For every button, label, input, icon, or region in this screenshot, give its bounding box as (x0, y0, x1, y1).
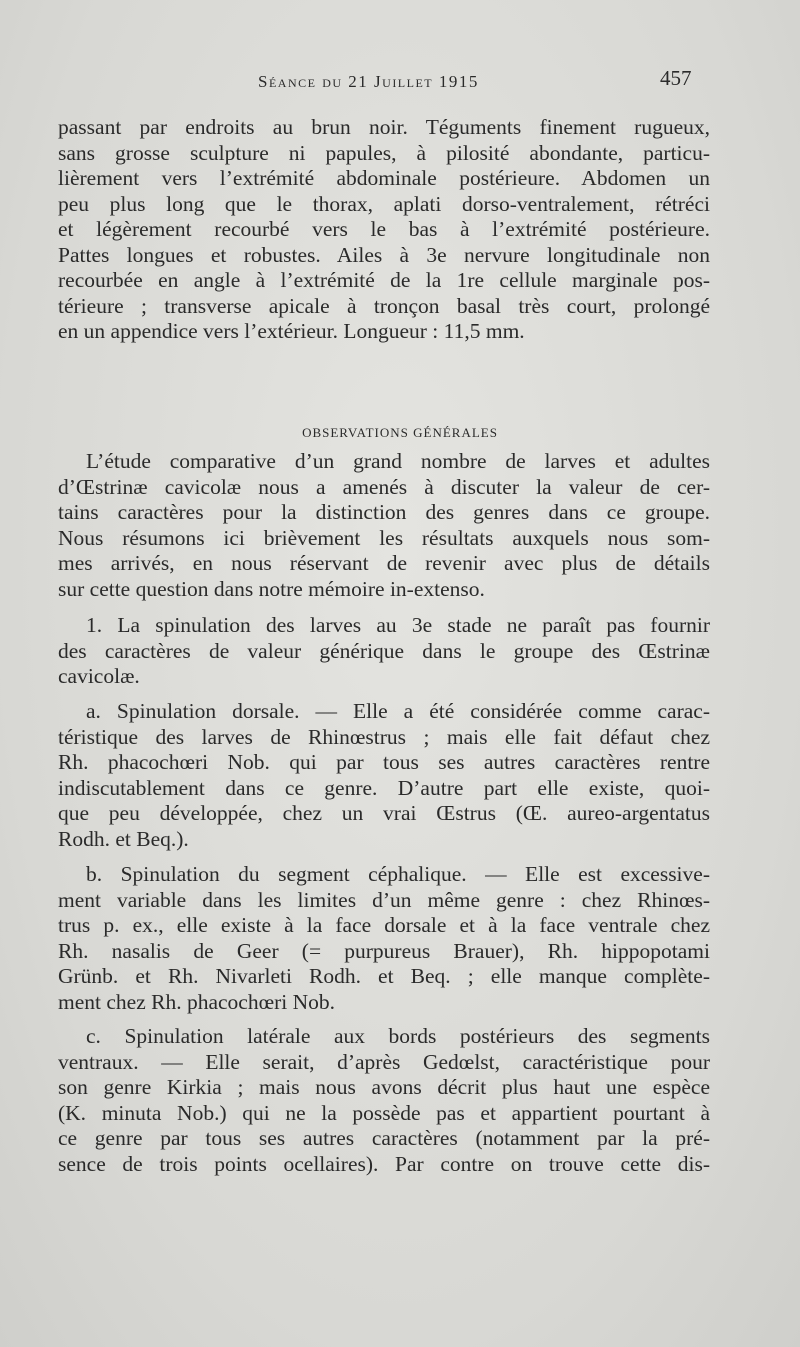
text-line: Nous résumons ici brièvement les résultats auxquels nous som- (58, 525, 710, 550)
text-line: d’Œstrinæ cavicolæ nous a amenés à discuter la valeur de cer- (58, 474, 710, 499)
text-line: Grünb. et Rh. Nivarleti Rodh. et Beq. ; elle manque complète- (58, 964, 710, 988)
text-line: cavicolæ. (58, 664, 140, 688)
text-line: a. Spinulation dorsale. — Elle a été considérée comme carac- (86, 699, 710, 723)
text-line: (K. minuta Nob.) qui ne la possède pas et appartient pourtant à (58, 1100, 710, 1125)
paragraph-b (58, 862, 710, 1015)
text-line: Rh. phacochœri Nob. qui par tous ses autres caractères rentre (58, 750, 710, 774)
text-line: et légèrement recourbé vers le bas à l’extrémité postérieure. (58, 217, 710, 241)
text-line: mes arrivés, en nous réservant de revenir avec plus de détails (58, 551, 710, 575)
text-line: sence de trois points ocellaires). Par contre on trouve cette dis- (58, 1151, 710, 1176)
text-line: ce genre par tous ses autres caractères (notamment par la pré- (58, 1126, 710, 1150)
text-line: trus p. ex., elle existe à la face dorsale et à la face ventrale chez (58, 913, 710, 937)
text-line: des caractères de valeur générique dans le groupe des Œstrinæ (58, 638, 710, 663)
text-line: ment variable dans les limites d’un même genre : chez Rhinœs- (58, 887, 710, 912)
text-line: tains caractères pour la distinction des genres dans ce groupe. (58, 500, 710, 524)
text-line: recourbée en angle à l’extrémité de la 1re cellule marginale pos- (58, 268, 710, 292)
text-line: lièrement vers l’extrémité abdominale postérieure. Abdomen un (58, 166, 710, 190)
text-line: b. Spinulation du segment céphalique. — Elle est excessive- (86, 862, 710, 886)
paragraph-c (58, 1024, 710, 1177)
text-line: téristique des larves de Rhinœstrus ; mais elle fait défaut chez (58, 724, 710, 749)
section-heading: OBSERVATIONS GÉNÉRALES (302, 425, 498, 440)
text-line: que peu développée, chez un vrai Œstrus (Œ. aureo-argentatus (58, 801, 710, 825)
text-line: 1. La spinulation des larves au 3e stade ne paraît pas fournir (86, 613, 710, 637)
running-head (0, 66, 800, 96)
text-line: ment chez Rh. phacochœri Nob. (58, 989, 336, 1014)
text-line: ventraux. — Elle serait, d’après Gedœlst, caractéristique pour (58, 1049, 710, 1074)
text-line: L’étude comparative d’un grand nombre de larves et adultes (86, 449, 710, 473)
paragraph-description-end (58, 115, 710, 345)
text-line: peu plus long que le thorax, aplati dorso-ventralement, rétréci (58, 191, 710, 216)
text-line: passant par endroits au brun noir. Téguments finement rugueux, (58, 115, 710, 139)
text-line: sans grosse sculpture ni papules, à pilosité abondante, particu- (58, 140, 710, 165)
paragraph-a (58, 699, 710, 852)
paragraph-1 (58, 613, 710, 690)
text-line: Pattes longues et robustes. Ailes à 3e nervure longitudinale non (58, 242, 710, 267)
paragraph-intro (58, 449, 710, 602)
text-line: indiscutablement dans ce genre. D’autre part elle existe, quoi- (58, 775, 710, 800)
text-line: c. Spinulation latérale aux bords postérieurs des segments (86, 1024, 710, 1048)
running-head-title: Séance du 21 Juillet 1915 (258, 72, 479, 91)
text-line: son genre Kirkia ; mais nous avons décrit plus haut une espèce (58, 1075, 710, 1099)
text-line: sur cette question dans notre mémoire in-extenso. (58, 576, 485, 601)
text-line: térieure ; transverse apicale à tronçon basal très court, prolongé (58, 293, 710, 318)
text-line: Rh. nasalis de Geer (= purpureus Brauer), Rh. hippopotami (58, 938, 710, 963)
text-line: Rodh. et Beq.). (58, 826, 189, 851)
page-number: 457 (660, 66, 692, 90)
text-line: en un appendice vers l’extérieur. Longueur : 11,5 mm. (58, 319, 525, 343)
